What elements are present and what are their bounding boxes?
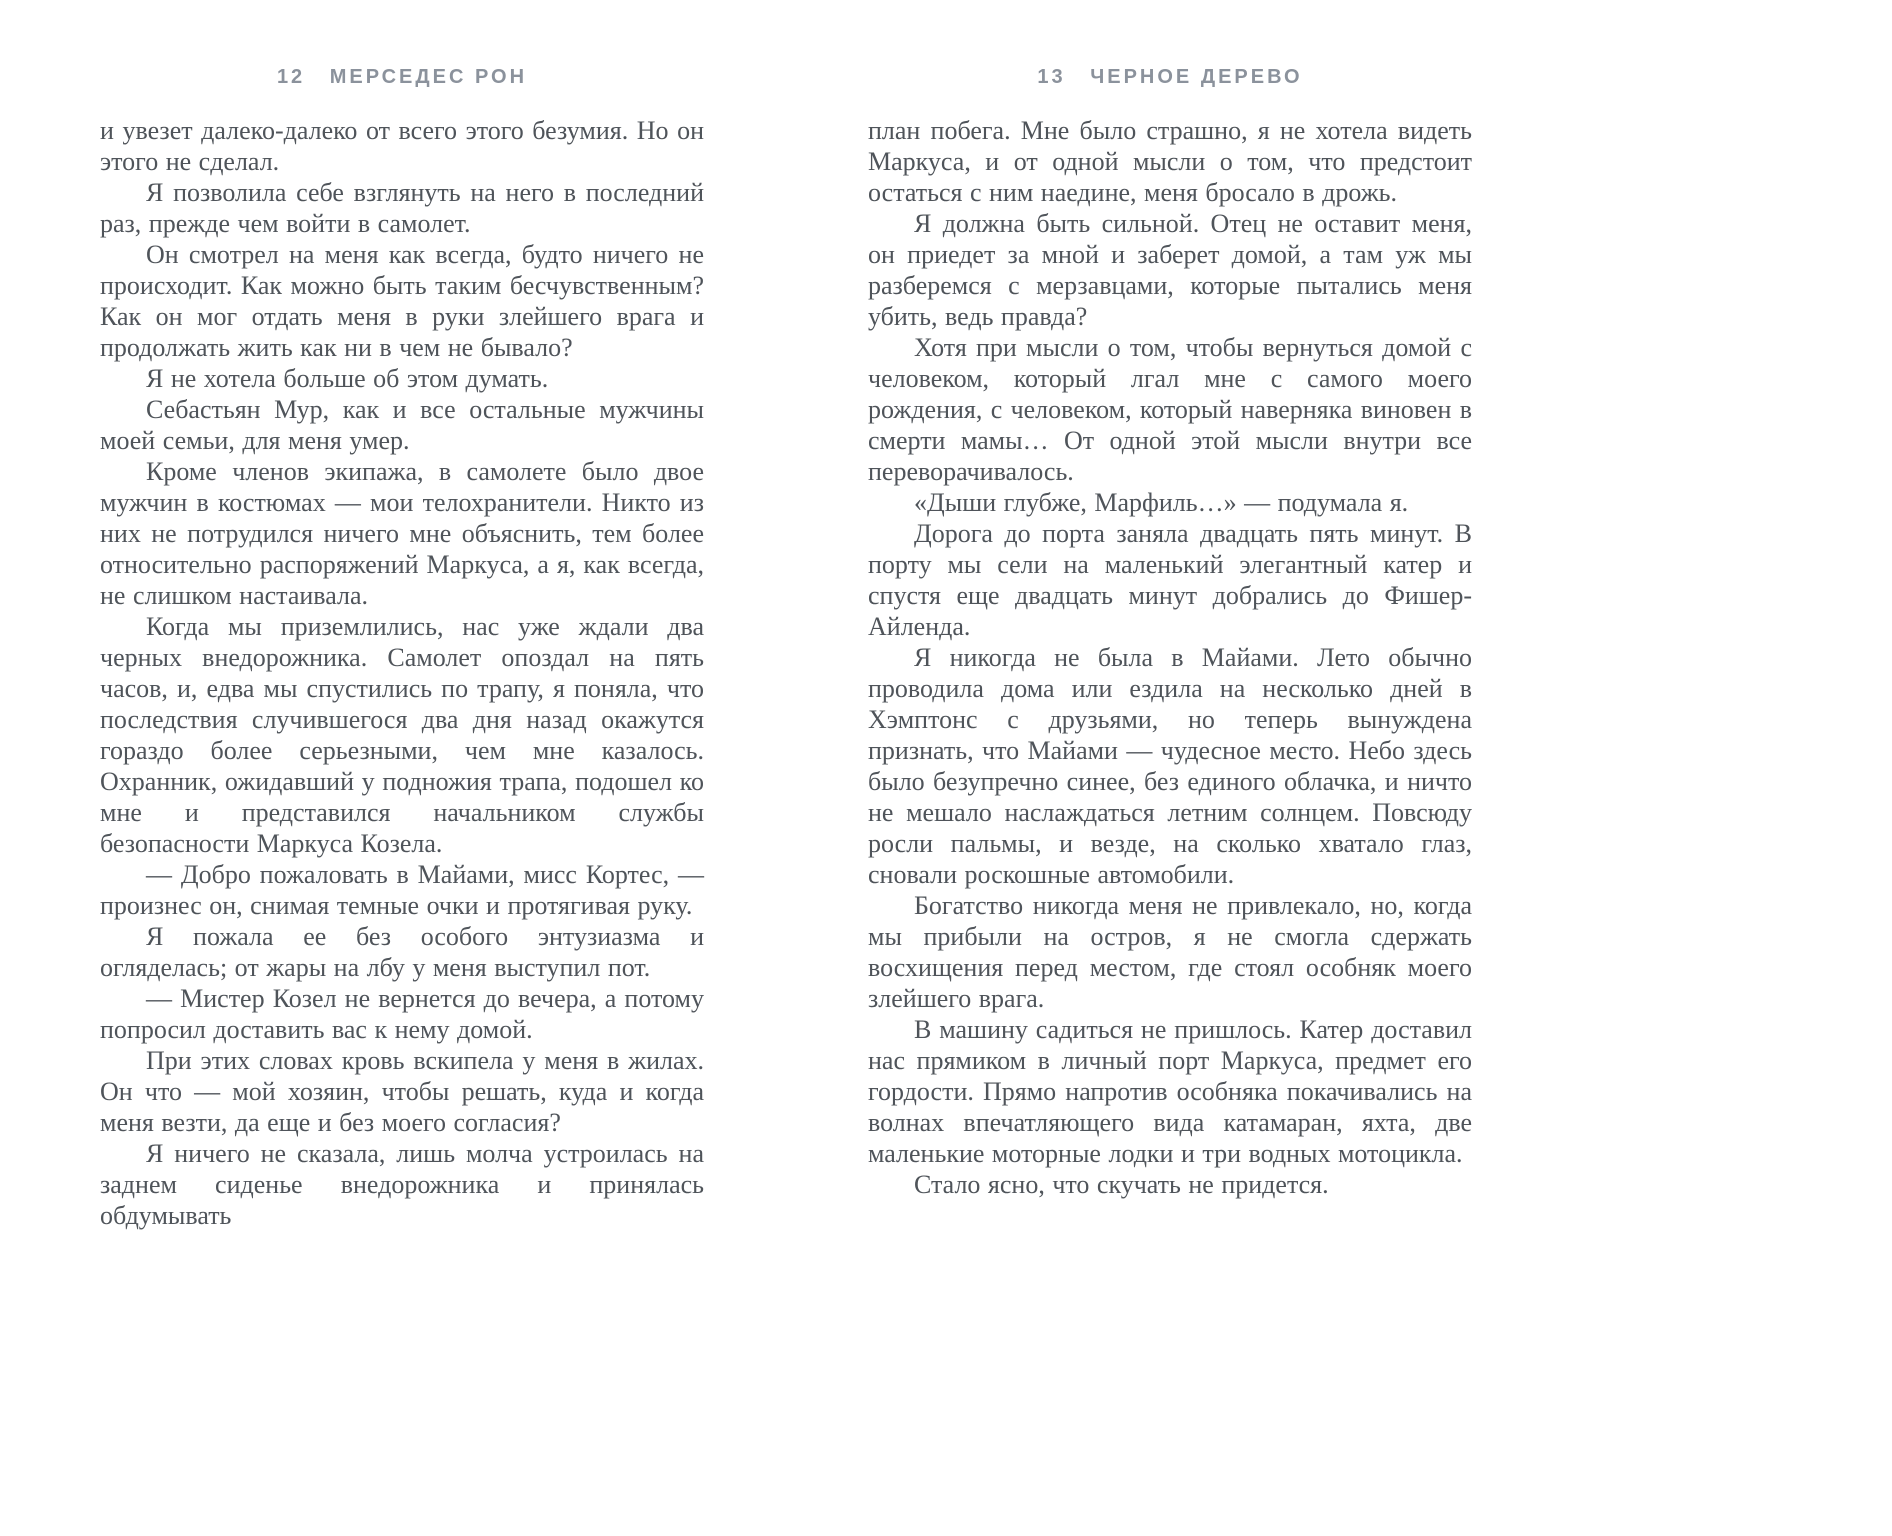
- paragraph: Когда мы приземлились, нас уже ждали два черных внедорожника. Самолет опоздал на пять часов, и, едва мы спустились по трапу, я поняла, что последствия случившегося два дня назад окажутся гораздо более серьезными, чем мне казалось. Охранник, ожидавший у подножия трапа, подошел ко мне и представился начальником службы безопасности Маркуса Козела.: [100, 612, 704, 858]
- right-running-title: ЧЕРНОЕ ДЕРЕВО: [1090, 66, 1303, 88]
- page-left: [100, 66, 704, 1231]
- paragraph: Хотя при мысли о том, чтобы вернуться домой с человеком, который лгал мне с самого моего рождения, с человеком, который наверняка виновен в смерти мамы… От одной этой мысли внутри все переворачивалось.: [868, 333, 1472, 486]
- left-page-number: 12: [276, 66, 306, 88]
- paragraph: Стало ясно, что скучать не придется.: [914, 1170, 1329, 1199]
- left-running-title: МЕРСЕДЕС РОН: [329, 66, 528, 88]
- paragraph: Дорога до порта заняла двадцать пять минут. В порту мы сели на маленький элегантный катер и спустя еще двадцать минут добрались до Фишер-Айленда.: [868, 519, 1472, 641]
- paragraph: Он смотрел на меня как всегда, будто ничего не происходит. Как можно быть таким бесчувственным? Как он мог отдать меня в руки злейшего врага и продолжать жить как ни в чем не бывало?: [100, 240, 704, 362]
- paragraph: Я пожала ее без особого энтузиазма и огляделась; от жары на лбу у меня выступил пот.: [100, 922, 704, 982]
- paragraph: — Добро пожаловать в Майами, мисс Кортес, — произнес он, снимая темные очки и протягивая руку.: [100, 860, 704, 920]
- left-page-body: [100, 115, 704, 1231]
- paragraph: и увезет далеко-далеко от всего этого безумия. Но он этого не сделал.: [100, 116, 704, 176]
- paragraph: Я ничего не сказала, лишь молча устроилась на заднем сиденье внедорожника и принялась обдумывать: [100, 1139, 704, 1230]
- left-page-header: [100, 66, 704, 89]
- right-page-body: [868, 115, 1472, 1200]
- paragraph: Кроме членов экипажа, в самолете было двое мужчин в костюмах — мои телохранители. Никто из них не потрудился ничего мне объяснить, тем более относительно распоряжений Маркуса, а я, как всегда, не слишком настаивала.: [100, 457, 704, 610]
- paragraph: Я никогда не была в Майами. Лето обычно проводила дома или ездила на несколько дней в Хэмптонс с друзьями, но теперь вынуждена признать, что Майами — чудесное место. Небо здесь было безупречно синее, без единого облачка, и ничто не мешало наслаждаться летним солнцем. Повсюду росли пальмы, и везде, на сколько хватало глаз, сновали роскошные автомобили.: [868, 643, 1472, 889]
- right-page-number: 13: [1037, 66, 1066, 88]
- paragraph: — Мистер Козел не вернется до вечера, а потому попросил доставить вас к нему домой.: [100, 984, 704, 1044]
- paragraph: Себастьян Мур, как и все остальные мужчины моей семьи, для меня умер.: [100, 395, 704, 455]
- paragraph: Я не хотела больше об этом думать.: [146, 364, 549, 393]
- paragraph: «Дыши глубже, Марфиль…» — подумала я.: [914, 488, 1409, 517]
- paragraph: Богатство никогда меня не привлекало, но, когда мы прибыли на остров, я не смогла сдержать восхищения перед местом, где стоял особняк моего злейшего врага.: [868, 891, 1472, 1013]
- paragraph: план побега. Мне было страшно, я не хотела видеть Маркуса, и от одной мысли о том, что предстоит остаться с ним наедине, меня бросало в дрожь.: [868, 116, 1472, 207]
- right-page-header: [868, 66, 1472, 89]
- paragraph: При этих словах кровь вскипела у меня в жилах. Он что — мой хозяин, чтобы решать, куда и когда меня везти, да еще и без моего согласия?: [100, 1046, 704, 1137]
- paragraph: Я позволила себе взглянуть на него в последний раз, прежде чем войти в самолет.: [100, 178, 704, 238]
- paragraph: Я должна быть сильной. Отец не оставит меня, он приедет за мной и заберет домой, а там уж мы разберемся с мерзавцами, которые пытались меня убить, ведь правда?: [868, 209, 1472, 331]
- paragraph: В машину садиться не пришлось. Катер доставил нас прямиком в личный порт Маркуса, предмет его гордости. Прямо напротив особняка покачивались на волнах впечатляющего вида катамаран, яхта, две маленькие моторные лодки и три водных мотоцикла.: [868, 1015, 1472, 1168]
- page-right: [868, 66, 1472, 1200]
